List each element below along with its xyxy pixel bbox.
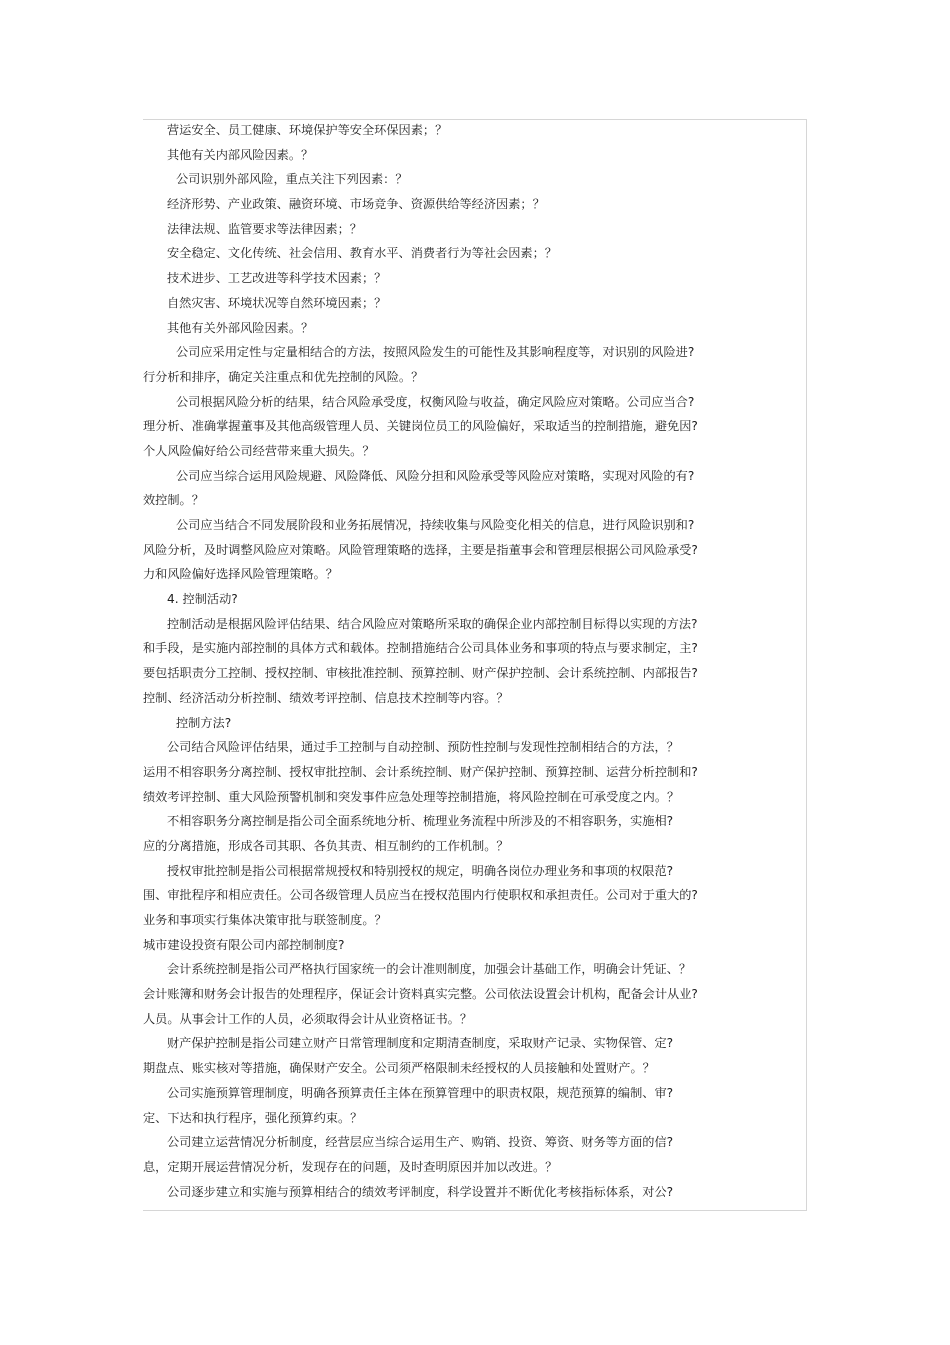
text-line: 和手段，是实施内部控制的具体方式和载体。控制措施结合公司具体业务和事项的特点与要求制定，主? (143, 641, 698, 656)
text-line: 围、审批程序和相应责任。公司各级管理人员应当在授权范围内行使职权和承担责任。公司对于重大的? (143, 888, 698, 903)
text-line: 公司应当结合不同发展阶段和业务拓展情况，持续收集与风险变化相关的信息，进行风险识别和? (176, 518, 695, 532)
text-line: 期盘点、账实核对等措施，确保财产安全。公司须严格限制未经授权的人员接触和处置财产。？ (143, 1061, 655, 1076)
text-line: 应的分离措施，形成各司其职、各负其责、相互制约的工作机制。？ (143, 838, 509, 853)
text-line: 个人风险偏好给公司经营带来重大损失。？ (143, 443, 375, 458)
text-line: 业务和事项实行集体决策审批与联签制度。？ (143, 913, 387, 927)
text-line: 营运安全、员工健康、环境保护等安全环保因素；？ (167, 123, 448, 137)
text-line: 自然灾害、环境状况等自然环境因素；？ (167, 295, 387, 310)
text-line: 财产保护控制是指公司建立财产日常管理制度和定期清查制度，采取财产记录、实物保管、定? (167, 1036, 674, 1051)
text-line: 行分析和排序，确定关注重点和优先控制的风险。？ (143, 369, 424, 384)
text-line: 理分析、准确掌握董事及其他高级管理人员、关键岗位员工的风险偏好，采取适当的控制措施，避免因? (143, 419, 698, 434)
text-line: 公司逐步建立和实施与预算相结合的绩效考评制度，科学设置并不断优化考核指标体系，对公? (167, 1184, 674, 1199)
text-line: 不相容职务分离控制是指公司全面系统地分析、梳理业务流程中所涉及的不相容职务，实施相? (167, 814, 674, 829)
text-line: 公司结合风险评估结果，通过手工控制与自动控制、预防性控制与发现性控制相结合的方法，？ (167, 740, 679, 755)
text-line: 城市建设投资有限公司内部控制制度? (143, 937, 345, 952)
text-line: 技术进步、工艺改进等科学技术因素；？ (167, 271, 387, 286)
text-line: 定、下达和执行程序，强化预算约束。？ (143, 1110, 363, 1125)
text-line: 人员。从事会计工作的人员，必须取得会计从业资格证书。？ (143, 1011, 473, 1026)
text-line: 公司根据风险分析的结果，结合风险承受度，权衡风险与收益，确定风险应对策略。公司应当合? (176, 394, 695, 409)
text-line: 经济形势、产业政策、融资环境、市场竞争、资源供给等经济因素；？ (167, 197, 545, 212)
text-line: 授权审批控制是指公司根据常规授权和特别授权的规定，明确各岗位办理业务和事项的权限范? (167, 863, 674, 878)
text-line: 公司实施预算管理制度，明确各预算责任主体在预算管理中的职责权限，规范预算的编制、审? (167, 1085, 674, 1100)
text-line: 绩效考评控制、重大风险预警机制和突发事件应急处理等控制措施，将风险控制在可承受度之内。？ (143, 789, 680, 804)
text-line: 其他有关外部风险因素。？ (167, 320, 314, 335)
text-line: 控制、经济活动分析控制、绩效考评控制、信息技术控制等内容。？ (143, 690, 509, 705)
text-line: 控制方法? (176, 715, 232, 730)
text-line: 力和风险偏好选择风险管理策略。？ (143, 567, 338, 582)
text-line: 法律法规、监管要求等法律因素；？ (167, 221, 362, 236)
text-line: 其他有关内部风险因素。？ (167, 147, 314, 162)
text-line: 控制活动是根据风险评估结果、结合风险应对策略所采取的确保企业内部控制目标得以实现的方法? (167, 616, 698, 631)
text-line: 公司应采用定性与定量相结合的方法，按照风险发生的可能性及其影响程度等，对识别的风险进? (176, 345, 695, 360)
text-line: 公司应当综合运用风险规避、风险降低、风险分担和风险承受等风险应对策略，实现对风险的有? (176, 468, 695, 483)
text-line: 4. 控制活动? (167, 592, 238, 607)
text-line: 要包括职责分工控制、授权控制、审核批准控制、预算控制、财产保护控制、会计系统控制、内部报告? (143, 666, 698, 681)
text-line: 公司识别外部风险，重点关注下列因素：？ (176, 172, 408, 187)
text-line: 会计系统控制是指公司严格执行国家统一的会计准则制度，加强会计基础工作，明确会计凭证、？ (167, 962, 692, 977)
text-line: 风险分析，及时调整风险应对策略。风险管理策略的选择，主要是指董事会和管理层根据公司风险承受? (143, 542, 698, 557)
text-line: 会计账簿和财务会计报告的处理程序，保证会计资料真实完整。公司依法设置会计机构，配备会计从业? (143, 987, 698, 1002)
text-line: 运用不相容职务分离控制、授权审批控制、会计系统控制、财产保护控制、预算控制、运营分析控制和? (143, 764, 698, 779)
document-body (143, 118, 743, 1204)
text-line: 息，定期开展运营情况分析，发现存在的问题，及时查明原因并加以改进。？ (143, 1159, 558, 1174)
text-line: 公司建立运营情况分析制度，经营层应当综合运用生产、购销、投资、筹资、财务等方面的信? (167, 1135, 674, 1150)
page-bottom-rule (143, 1210, 807, 1211)
text-line: 效控制。？ (143, 493, 204, 508)
text-line: 安全稳定、文化传统、社会信用、教育水平、消费者行为等社会因素；？ (167, 246, 557, 261)
